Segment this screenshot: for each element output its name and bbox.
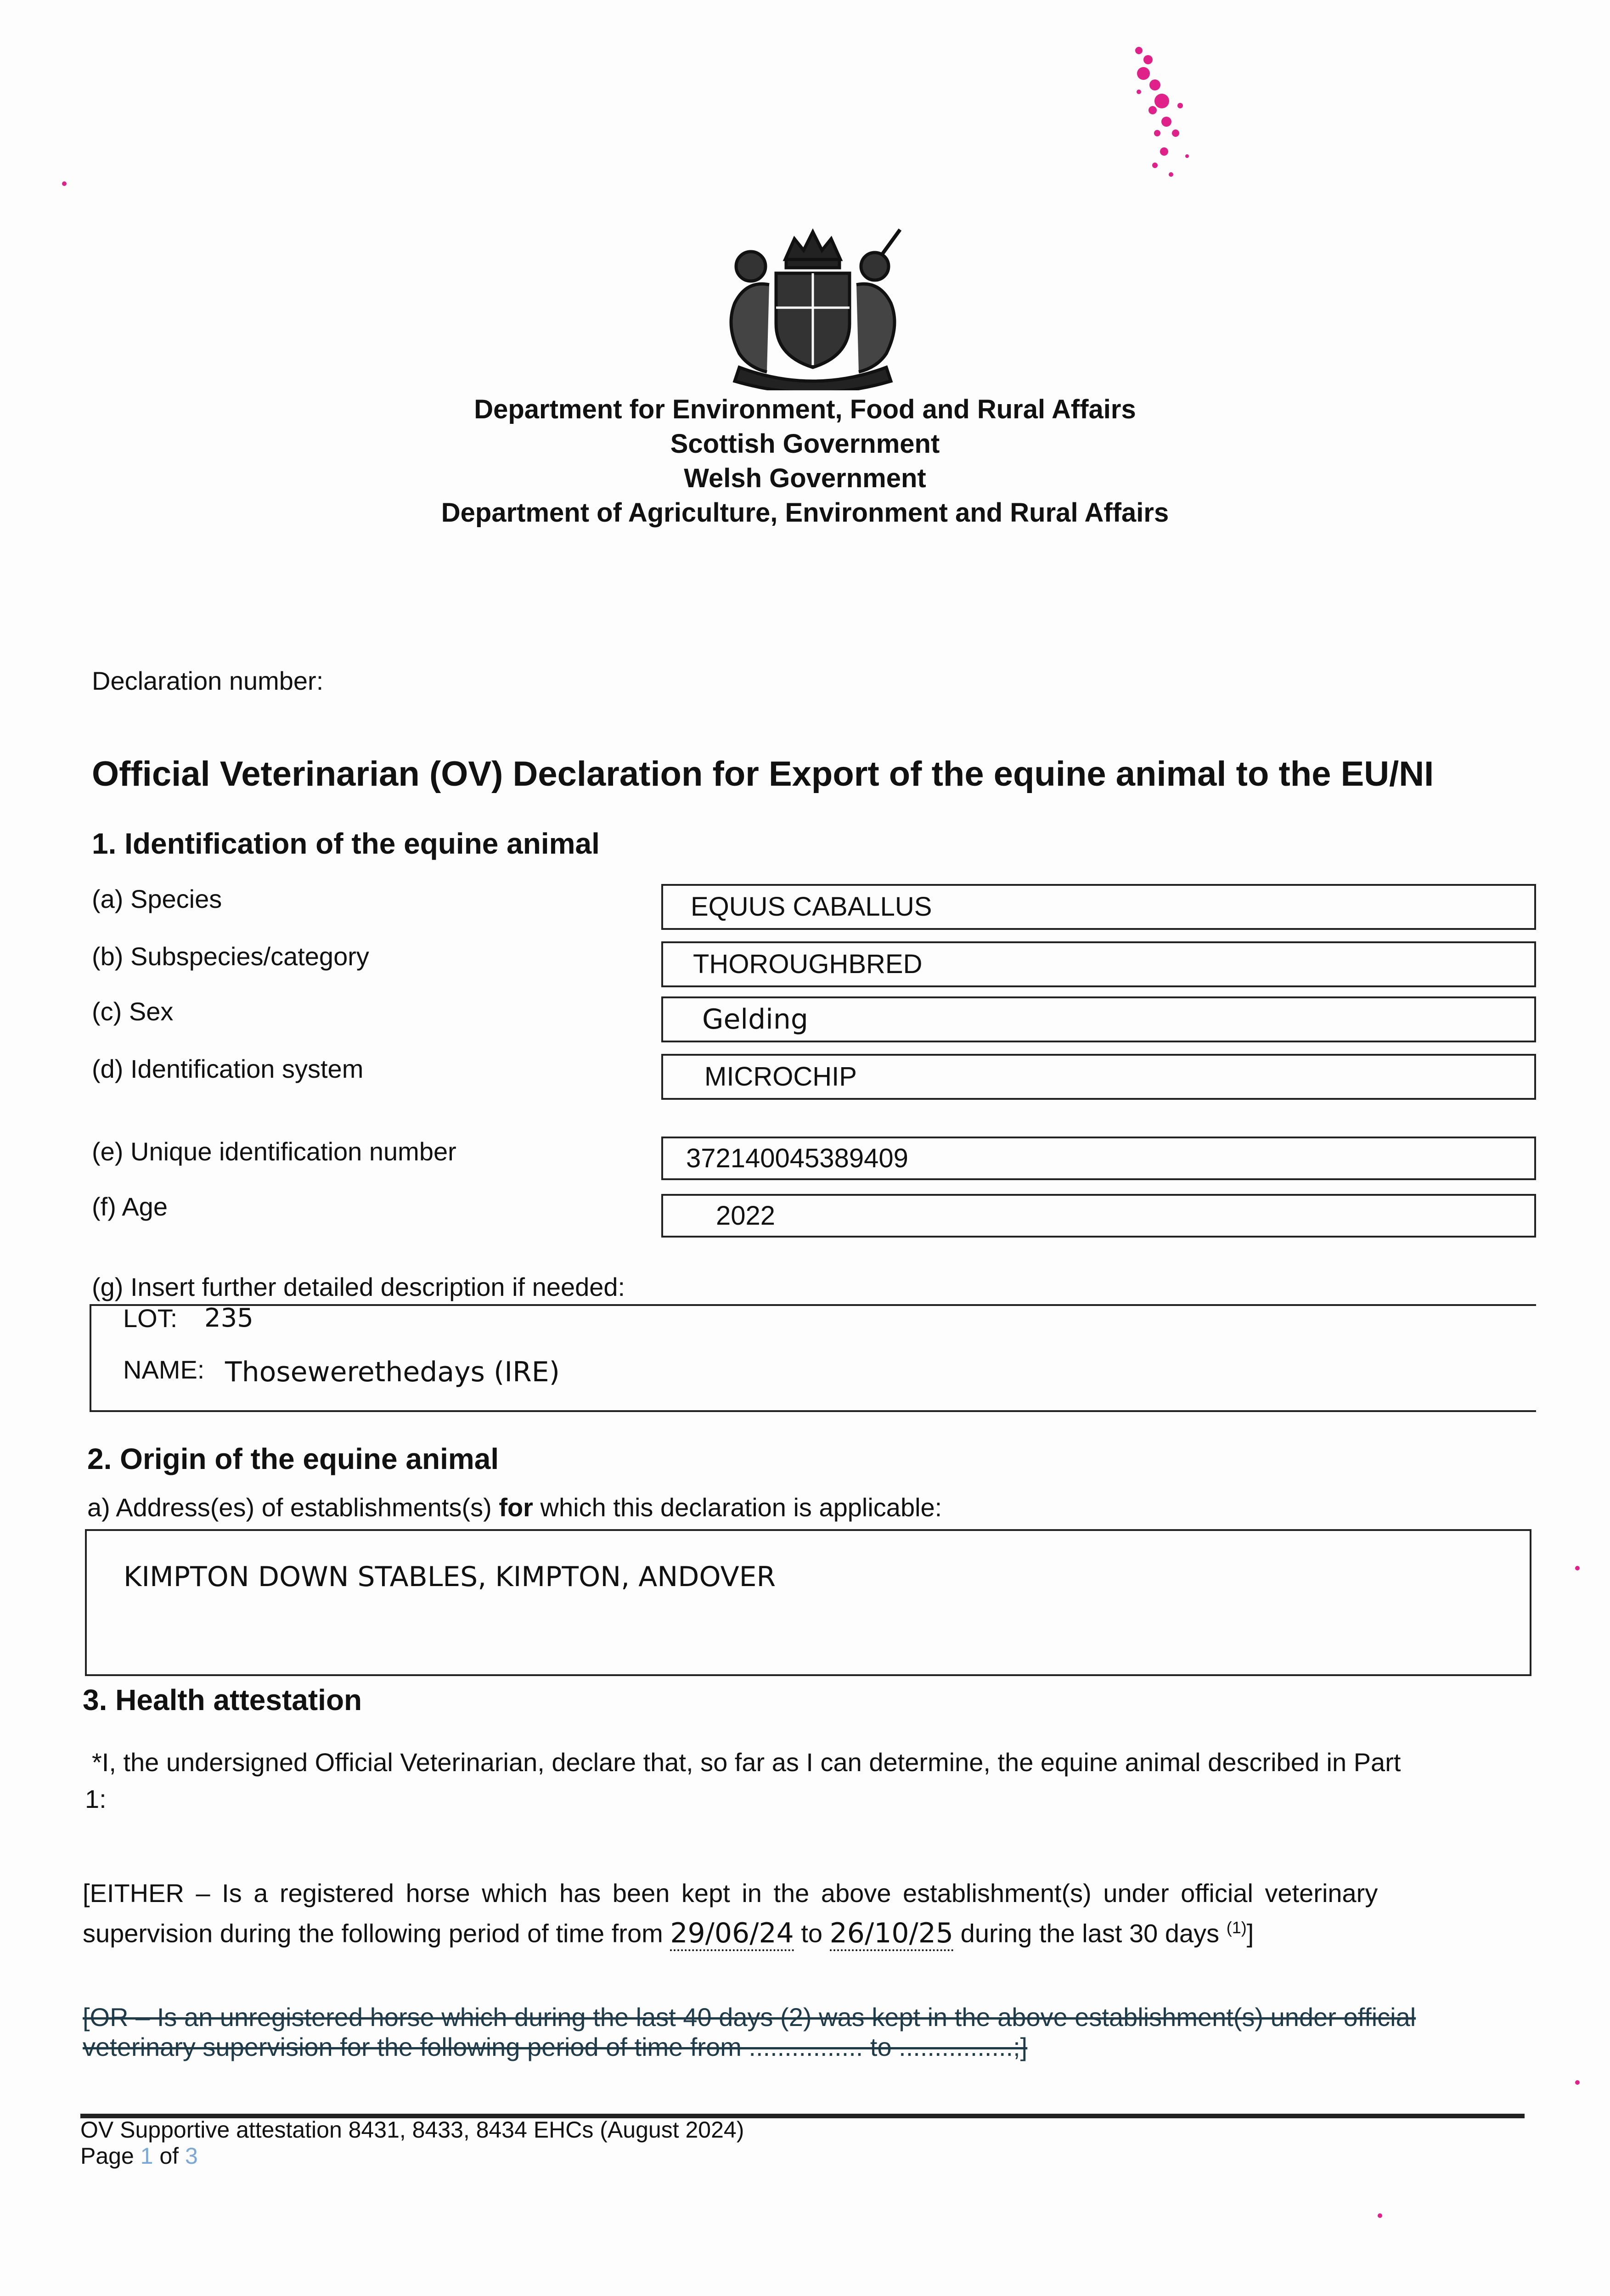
ink-speck (62, 181, 67, 186)
or-clause: veterinary supervision for the following period of time from ................ to ................;] (83, 2032, 1028, 2061)
page-number: Page 1 of 3 (80, 2143, 198, 2169)
royal-coat-of-arms-icon (707, 216, 918, 390)
section-heading: 3. Health attestation (83, 1683, 362, 1716)
establishment-address-field[interactable]: KIMPTON DOWN STABLES, KIMPTON, ANDOVER (85, 1529, 1531, 1676)
period-from[interactable]: 29/06/24 (670, 1917, 794, 1951)
address-label: a) Address(es) of establishments(s) for which this declaration is applicable: (87, 1493, 942, 1522)
period-to[interactable]: 26/10/25 (830, 1917, 953, 1951)
department-name: Department of Agriculture, Environment and Rural Affairs (441, 498, 1169, 528)
ink-speck (1575, 2080, 1580, 2085)
field-label: (b) Subspecies/category (92, 942, 369, 971)
subspecies-field[interactable]: THOROUGHBRED (661, 941, 1536, 987)
or-clause: [OR – Is an unregistered horse which during the last 40 days (2) was kept in the above establishment(s) under official (83, 2003, 1416, 2032)
attestation-intro: 1: (85, 1784, 107, 1813)
either-clause: [EITHER – Is a registered horse which has been kept in the above establishment(s) under official veterinary (83, 1879, 1378, 1908)
age-field[interactable]: 2022 (661, 1194, 1536, 1238)
further-description-label: (g) Insert further detailed description if needed: (92, 1272, 625, 1301)
ink-speck (1575, 1566, 1580, 1570)
field-label: (d) Identification system (92, 1054, 364, 1083)
ink-speck (1378, 2213, 1382, 2218)
department-name: Welsh Government (684, 463, 926, 493)
section-heading: 2. Origin of the equine animal (87, 1442, 499, 1475)
field-label: (e) Unique identification number (92, 1137, 456, 1166)
declaration-number-label: Declaration number: (92, 666, 324, 695)
species-field[interactable]: EQUUS CABALLUS (661, 884, 1536, 930)
field-label: (f) Age (92, 1192, 168, 1221)
either-clause: supervision during the following period of time from 29/06/24 to 26/10/25 during the last 30 days $^{(1)}$] (83, 1913, 1254, 1949)
lot-value: 235 (204, 1303, 253, 1333)
ink-stain (1111, 41, 1212, 193)
field-label: (a) Species (92, 884, 222, 913)
department-name: Department for Environment, Food and Rural Affairs (474, 394, 1136, 424)
lot-label: LOT: (123, 1304, 178, 1333)
name-value: Thosewerethedays (IRE) (225, 1356, 560, 1388)
attestation-intro: *I, the undersigned Official Veterinarian, declare that, so far as I can determine, the equine animal described in Part (92, 1748, 1401, 1777)
sex-field[interactable]: Gelding (661, 996, 1536, 1042)
page-title: Official Veterinarian (OV) Declaration for Export of the equine animal to the EU/NI (92, 754, 1434, 793)
unique-id-field[interactable]: 372140045389409 (661, 1137, 1536, 1180)
identification-system-field[interactable]: MICROCHIP (661, 1054, 1536, 1100)
name-label: NAME: (123, 1355, 205, 1384)
form-reference: OV Supportive attestation 8431, 8433, 8434 EHCs (August 2024) (80, 2117, 744, 2143)
section-heading: 1. Identification of the equine animal (92, 827, 600, 860)
department-name: Scottish Government (670, 429, 940, 459)
field-label: (c) Sex (92, 997, 174, 1026)
